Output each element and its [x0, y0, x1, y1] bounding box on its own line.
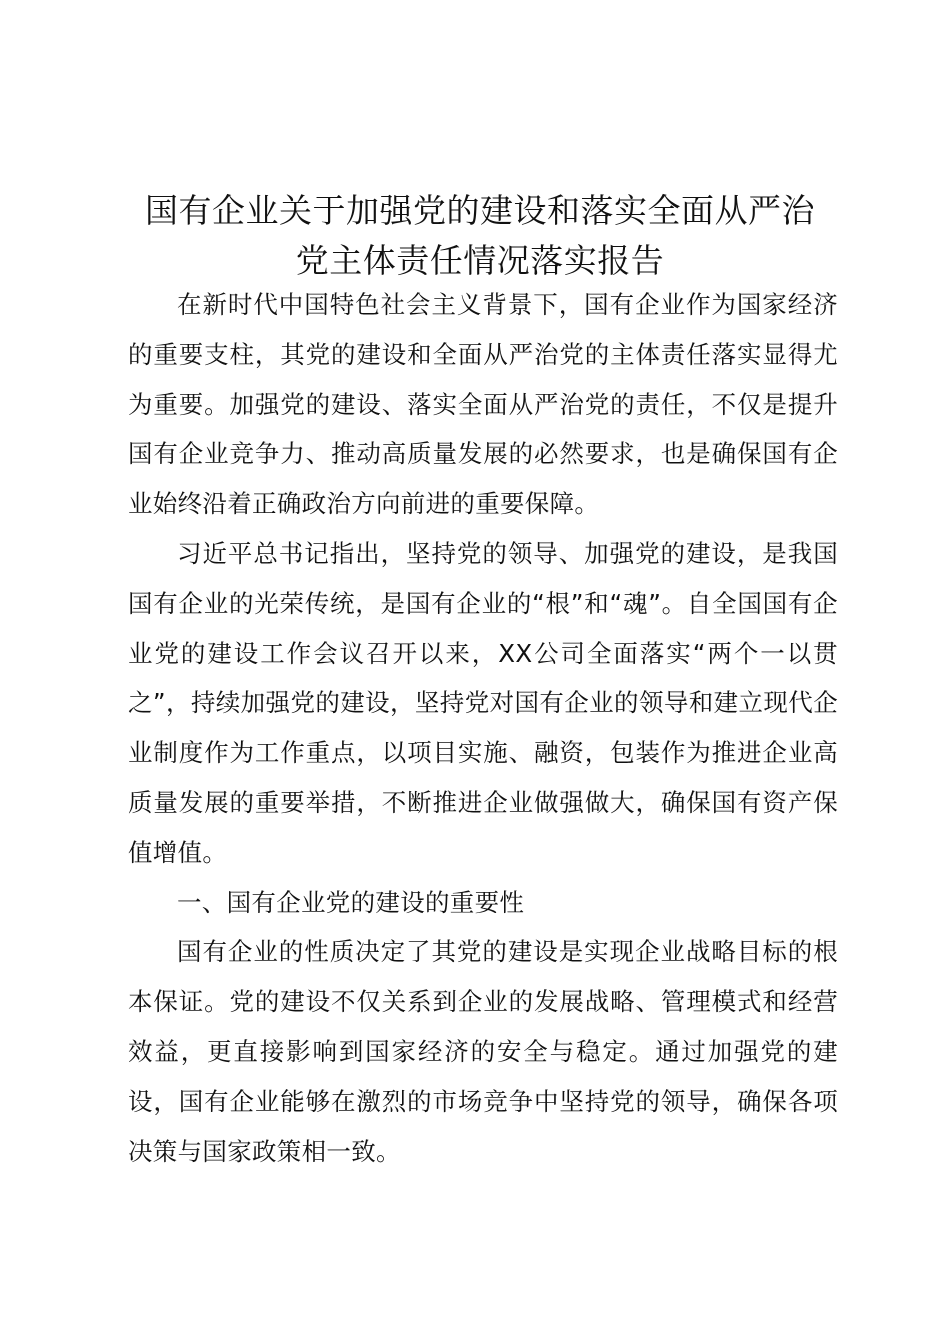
title-line-2: 党主体责任情况落实报告: [295, 241, 665, 280]
document-body: [128, 280, 838, 1176]
section-heading: 一、国有企业党的建设的重要性: [177, 887, 525, 917]
paragraph-intro: 在新时代中国特色社会主义背景下，国有企业作为国家经济的重要支柱，其党的建设和全面从严治党的主体责任落实显得尤为重要。加强党的建设、落实全面从严治党的责任，不仅是提升国有企业竞争力、推动高质量发展的必然要求，也是确保国有企业始终沿着正确政治方向前进的重要保障。: [128, 290, 838, 519]
document-title: [110, 186, 850, 286]
title-line-1: 国有企业关于加强党的建设和落实全面从严治: [145, 191, 815, 230]
paragraph-section-1: 国有企业的性质决定了其党的建设是实现企业战略目标的根本保证。党的建设不仅关系到企业的发展战略、管理模式和经营效益，更直接影响到国家经济的安全与稳定。通过加强党的建设，国有企业能够在激烈的市场竞争中坚持党的领导，确保各项决策与国家政策相一致。: [128, 937, 838, 1166]
paragraph-quote: 习近平总书记指出，坚持党的领导、加强党的建设，是我国国有企业的光荣传统，是国有企业的“根”和“魂”。自全国国有企业党的建设工作会议召开以来，XX公司全面落实“两个一以贯之”，持续加强党的建设，坚持党对国有企业的领导和建立现代企业制度作为工作重点，以项目实施、融资，包装作为推进企业高质量发展的重要举措，不断推进企业做强做大，确保国有资产保值增值。: [128, 538, 838, 867]
